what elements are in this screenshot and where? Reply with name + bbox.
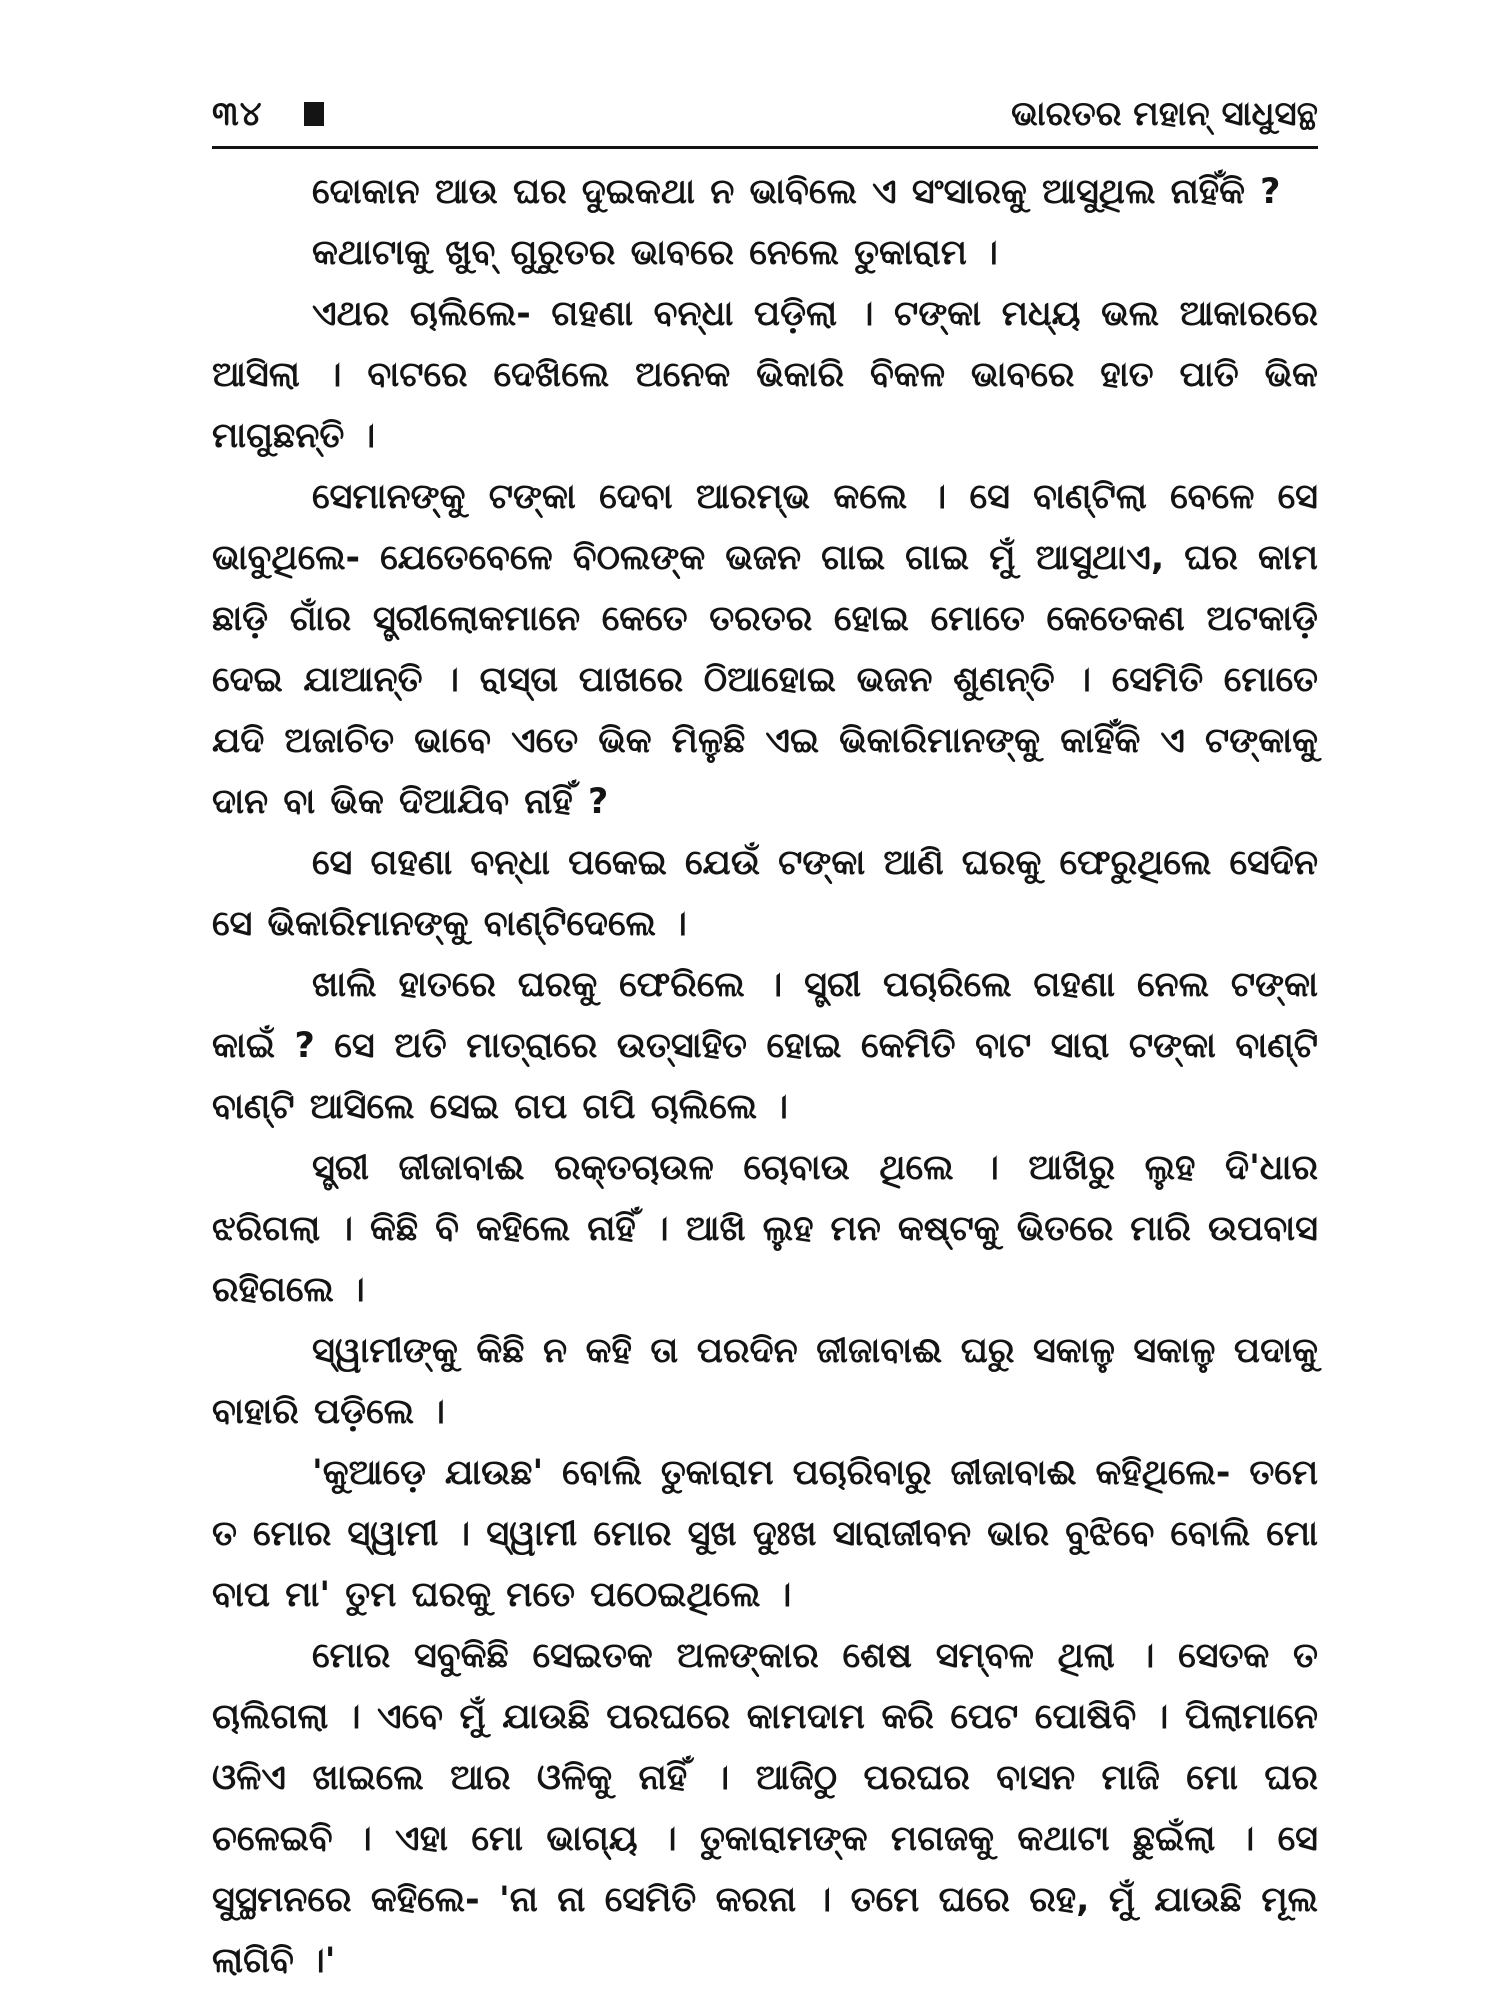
paragraph: ସେମାନଙ୍କୁ ଟଙ୍କା ଦେବା ଆରମ୍ଭ କଲେ । ସେ ବାଣ୍ଟିଲା ବେଳେ ସେ ଭାବୁଥିଲେ- ଯେତେବେଳେ ବିଠଲଙ୍କ ଭଜନ ଗାଇ ଗାଇ ମୁଁ ଆସୁଥାଏ, ଘର କାମ ଛାଡ଼ି ଗାଁର ସ୍ତ୍ରୀଲୋକମାନେ କେତେ ତରତର ହୋଇ ମୋତେ କେତେକଣ ଅଟକାଡ଼ି ଦେଇ ଯାଆନ୍ତି । ରାସ୍ତା ପାଖରେ ଠିଆହୋଇ ଭଜନ ଶୁଣନ୍ତି । ସେମିତି ମୋତେ ଯଦି ଅଜାଚିତ ଭାବେ ଏତେ ଭିକ ମିଳୁଛି ଏଇ ଭିକାରିମାନଙ୍କୁ କାହିଁକି ଏ ଟଙ୍କାକୁ ଦାନ ବା ଭିକ ଦିଆଯିବ ନାହିଁ ? [212,477,1318,822]
page-number: ୩୪ [212,94,263,134]
paragraph: ମୋର ସବୁକିଛି ସେଇତକ ଅଳଙ୍କାର ଶେଷ ସମ୍ବଳ ଥିଲା । ସେତକ ତ ଚାଲିଗଲା । ଏବେ ମୁଁ ଯାଉଛି ପରଘରେ କାମଦାମ କରି ପେଟ ପୋଷିବି । ପିଲାମାନେ ଓଳିଏ ଖାଇଲେ ଆର ଓଳିକୁ ନାହିଁ । ଆଜିଠୁ ପରଘର ବାସନ ମାଜି ମୋ ଘର ଚଳେଇବି । ଏହା ମୋ ଭାଗ୍ୟ । ତୁକାରାମଙ୍କ ମଗଜକୁ କଥାଟା ଛୁଇଁଲା । ସେ ସୁସ୍ଥମନରେ କହିଲେ- 'ନା ନା ସେମିତି କରନା । ତମେ ଘରେ ରହ, ମୁଁ ଯାଉଛି ମୂଲ ଲାଗିବି ।' [212,1636,1318,1981]
header-divider [212,146,1318,149]
paragraph: ସ୍ୱାମୀଙ୍କୁ କିଛି ନ କହି ତା ପରଦିନ ଜୀଜାବାଈ ଘରୁ ସକାଳୁ ସକାଳୁ ପଦାକୁ ବାହାରି ପଡ଼ିଲେ । [212,1331,1318,1432]
paragraph: ସେ ଗହଣା ବନ୍ଧା ପକେଇ ଯେଉଁ ଟଙ୍କା ଆଣି ଘରକୁ ଫେରୁଥିଲେ ସେଦିନ ସେ ଭିକାରିମାନଙ୍କୁ ବାଣ୍ଟିଦେଲେ । [212,843,1318,944]
running-title: ଭାରତର ମହାନ୍ ସାଧୁସନ୍ଥ [1011,94,1318,134]
paragraph: କଥାଟାକୁ ଖୁବ୍ ଗୁରୁତର ଭାବରେ ନେଲେ ତୁକାରାମ । [312,233,998,273]
paragraph: 'କୁଆଡ଼େ ଯାଉଛ' ବୋଲି ତୁକାରାମ ପଚାରିବାରୁ ଜୀଜାବାଈ କହିଥିଲେ- ତମେ ତ ମୋର ସ୍ୱାମୀ । ସ୍ୱାମୀ ମୋର ସୁଖ ଦୁଃଖ ସାରାଜୀବନ ଭାର ବୁଝିବେ ବୋଲି ମୋ ବାପ ମା' ତୁମ ଘରକୁ ମତେ ପଠେଇଥିଲେ । [212,1453,1318,1615]
paragraph: ଏଥର ଚାଲିଲେ- ଗହଣା ବନ୍ଧା ପଡ଼ିଲା । ଟଙ୍କା ମଧ୍ୟ ଭଲ ଆକାରରେ ଆସିଲା । ବାଟରେ ଦେଖିଲେ ଅନେକ ଭିକାରି ବିକଳ ଭାବରେ ହାତ ପାତି ଭିକ ମାଗୁଛନ୍ତି । [212,294,1318,456]
paragraph: ଦୋକାନ ଆଉ ଘର ଦୁଇକଥା ନ ଭାବିଲେ ଏ ସଂସାରକୁ ଆସୁଥିଲ ନାହିଁକି ? [312,172,1281,212]
paragraph: ସ୍ତ୍ରୀ ଜୀଜାବାଈ ରକ୍ତଚାଉଳ ଚୋବାଉ ଥିଲେ । ଆଖିରୁ ଲୁହ ଦି'ଧାର ଝରିଗଲା । କିଛି ବି କହିଲେ ନାହିଁ । ଆଖି ଲୁହ ମନ କଷ୍ଟକୁ ଭିତରେ ମାରି ଉପବାସ ରହିଗଲେ । [212,1148,1318,1310]
paragraph: ଖାଲି ହାତରେ ଘରକୁ ଫେରିଲେ । ସ୍ତ୍ରୀ ପଚାରିଲେ ଗହଣା ନେଲ ଟଙ୍କା କାଇଁ ? ସେ ଅତି ମାତ୍ରାରେ ଉତ୍ସାହିତ ହୋଇ କେମିତି ବାଟ ସାରା ଟଙ୍କା ବାଣ୍ଟି ବାଣ୍ଟି ଆସିଲେ ସେଇ ଗପ ଗପି ଚାଲିଲେ । [212,965,1318,1127]
page-header [212,88,1318,144]
body-text [212,162,1318,1992]
square-marker-icon [304,102,324,126]
